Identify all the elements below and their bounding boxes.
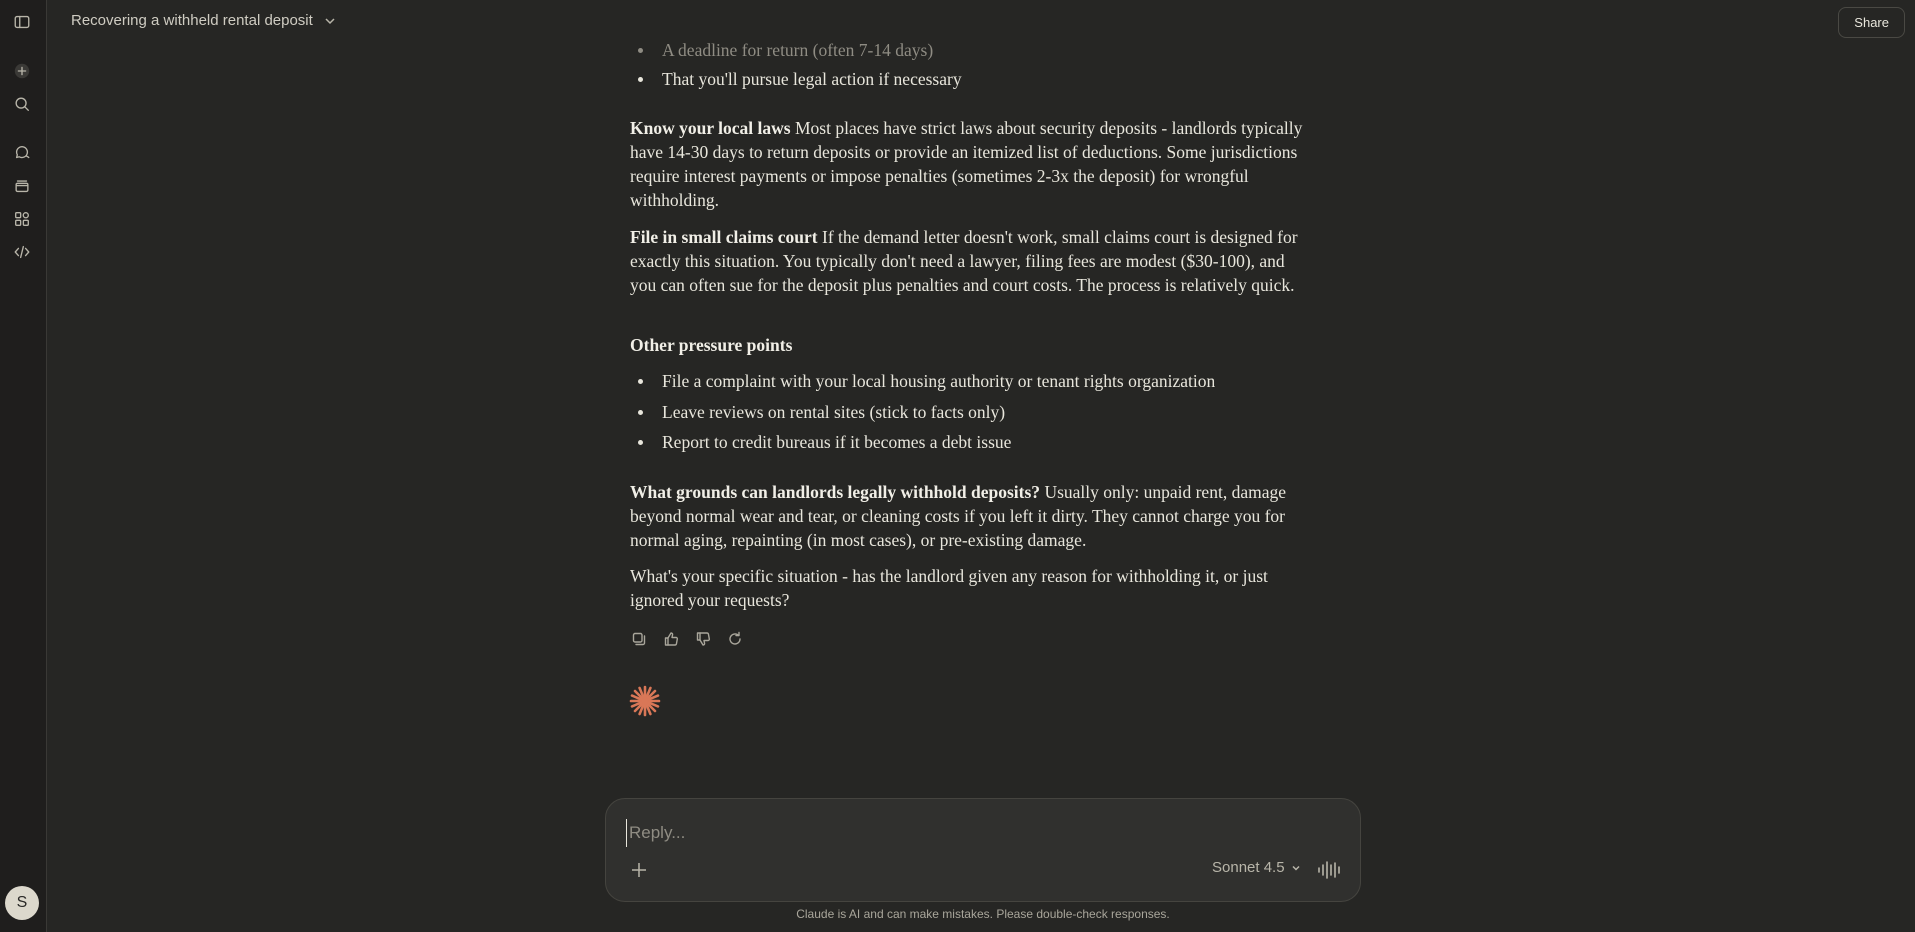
paragraph-know-laws: [630, 116, 1310, 212]
thumbs-up-icon[interactable]: [662, 630, 680, 648]
sidebar: [0, 0, 47, 932]
list-item: A deadline for return (often 7-14 days): [662, 38, 1312, 62]
paragraph-body: If the demand letter doesn't work, small claims court is designed for exactly this situation. You typically don't need a lawyer, filing fees are modest ($30-100), and you can often sue for the deposit plus penalties and court costs. The process is relatively quick.: [630, 227, 1298, 295]
search-icon[interactable]: [10, 92, 34, 116]
paragraph-heading: Know your local laws: [630, 118, 791, 138]
retry-icon[interactable]: [726, 630, 744, 648]
claude-logo-icon: [628, 684, 662, 718]
chat-title: Recovering a withheld rental deposit: [71, 12, 313, 29]
list-item: That you'll pursue legal action if necessary: [662, 67, 1312, 91]
paragraph-heading: File in small claims court: [630, 227, 818, 247]
paragraph-body: Usually only: unpaid rent, damage beyond normal wear and tear, or cleaning costs if you left it dirty. They cannot charge you for normal aging, repainting (in most cases), or pre-existing damage.: [630, 482, 1286, 550]
projects-icon[interactable]: [10, 174, 34, 198]
paragraph-body: Most places have strict laws about security deposits - landlords typically have 14-30 days to return deposits or provide an itemized list of deductions. Some jurisdictions require interest payments or impose penalties (sometimes 2-3x the deposit) for wrongful withholding.: [630, 118, 1303, 210]
thumbs-down-icon[interactable]: [694, 630, 712, 648]
avatar[interactable]: S: [5, 886, 39, 920]
list-item: Leave reviews on rental sites (stick to facts only): [662, 400, 1312, 424]
copy-icon[interactable]: [630, 630, 648, 648]
share-button[interactable]: Share: [1838, 7, 1905, 38]
chat-title-menu[interactable]: [71, 12, 337, 29]
new-chat-icon[interactable]: [10, 59, 34, 83]
list-item: File a complaint with your local housing authority or tenant rights organization: [662, 369, 1312, 393]
model-name: Sonnet 4.5: [1212, 859, 1285, 876]
paragraph-small-claims: [630, 225, 1310, 297]
reply-input[interactable]: [626, 819, 1326, 847]
paragraph-closing: What's your specific situation - has the landlord given any reason for withholding it, or just ignored your requests?: [630, 566, 1268, 610]
model-selector[interactable]: [1212, 859, 1301, 876]
chevron-down-icon: [1291, 863, 1301, 873]
chats-icon[interactable]: [10, 141, 34, 165]
paragraph-grounds: [630, 480, 1310, 552]
voice-mode-icon[interactable]: [1317, 859, 1341, 881]
paragraph-heading: What grounds can landlords legally withhold deposits?: [630, 482, 1041, 502]
disclaimer: Claude is AI and can make mistakes. Please double-check responses.: [796, 907, 1170, 921]
artifacts-icon[interactable]: [10, 207, 34, 231]
add-attachment-icon[interactable]: [630, 861, 648, 879]
composer: [605, 798, 1361, 902]
section-heading: Other pressure points: [630, 335, 793, 355]
chevron-down-icon: [323, 14, 337, 28]
code-icon[interactable]: [10, 240, 34, 264]
message-actions: [630, 630, 744, 648]
sidebar-toggle-icon[interactable]: [10, 10, 34, 34]
list-item: Report to credit bureaus if it becomes a debt issue: [662, 430, 1312, 454]
